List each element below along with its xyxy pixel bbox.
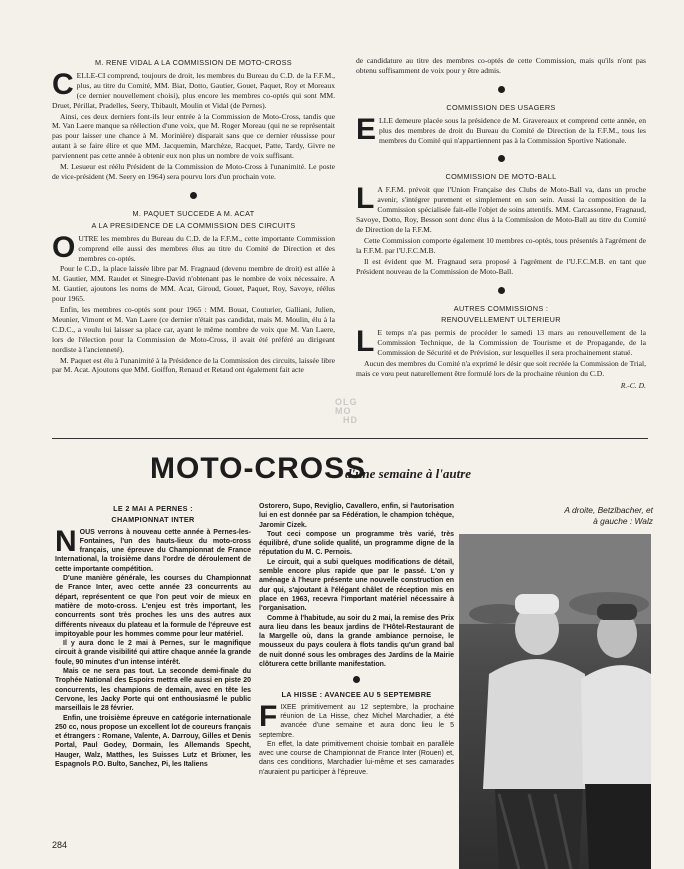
riders-photo-image	[459, 534, 651, 869]
paragraph: LLE demeure placée sous la présidence de M. Gravereaux et comprend cette année, en plus des membres de droit du Bureau du Comité de Direction de la F.F.M., tous les membres du Comité qui n'appartiennent pas à la Commission Sportive Nationale.	[379, 115, 646, 145]
paragraph: UTRE les membres du Bureau du C.D. de la F.F.M., cette importante Commission comprend elle aussi des membres élus au titre du Comité de Direction et des membres co-optés.	[78, 233, 335, 263]
bullet-separator	[498, 86, 505, 93]
column-lower-b	[259, 502, 454, 777]
section-heading: LA HISSE : AVANCEE AU 5 SEPTEMBRE	[281, 690, 432, 700]
paragraph: Enfin, une troisième épreuve en catégorie internationale 250 cc, nous propose un excellent lot de coureurs français et étrangers : Romane, Valente, A. Darrouy, Gilles et Denis Portal, Paul Godey, Dormain, les Allemands Specht, Hauger, Walz, Matthes, les Suisses Lutz et Brixner, les Espagnols P.O. Bulto, Sanchez, Pi, les Italiens	[55, 714, 251, 769]
bullet-separator	[498, 155, 505, 162]
drop-cap: L	[356, 182, 375, 216]
paragraph: Pour le C.D., la place laissée libre par M. Fragnaud (devenu membre de droit) est allée à M. Gautier, MM. Raudet et Sinegre-David n'obtenant pas le nombre de voix nécessaire. A M. Gautier, ajoutons les noms de MM. Acat, Giroud, Gouet, Paquet, Roy, Savoye, réélus pour 1965.	[52, 264, 335, 304]
drop-cap: L	[356, 325, 375, 359]
paragraph: ELLE-CI comprend, toujours de droit, les membres du Bureau du C.D. de la F.F.M., plus, au titre du Comité, MM. Biat, Dotto, Gautier, Gouet, Paquet, Roy et Moreaux (ce dernier nouvellement choisi), plus encore les membres co-optés qui sont MM. Druet, Périllat, Pradelles, Seery, Thibault, Moulin et Vidal (de Pernes).	[52, 70, 335, 110]
section-heading: AUTRES COMMISSIONS :	[453, 303, 549, 313]
paragraph: Tout ceci compose un programme très varié, très équilibré, d'une solide qualité, un programme digne de la réputation du M. C. Pernois.	[259, 530, 454, 557]
drop-cap: O	[52, 230, 76, 264]
signature: R.-C. D.	[620, 380, 646, 390]
section-heading: COMMISSION DE MOTO-BALL	[445, 172, 557, 182]
paragraph: Le circuit, qui a subi quelques modifications de détail, semble encore plus rapide que par le passé. L'on y aménage à l'heure présente une nouvelle construction en dur qui, s'ajoutant à l'élégant châlet de réception mis en place en 1963, recevra l'important matériel nécessaire à l'organisation.	[259, 558, 454, 613]
watermark-line: OLG	[335, 397, 358, 407]
photo-caption	[463, 505, 653, 527]
paragraph: M. Paquet est élu à l'unanimité à la Présidence de la Commission des circuits, laissée libre par M. Acat. Ajoutons que MM. Goiffon, Renaud et Retaud ont également fait acte	[52, 355, 335, 375]
paragraph: M. Lesueur est réélu Président de la Commission de Moto-Cross à l'unanimité. Le poste de vice-président (M. Seery en 1964) sera pourvu lors d'un prochain vote.	[52, 162, 335, 181]
caption-line: à gauche : Walz	[593, 516, 653, 526]
paragraph: IXEE primitivement au 12 septembre, la prochaine réunion de La Hisse, chez Michel Marchadier, a été avancée d'une semaine et aura donc lieu le 5 septembre.	[259, 703, 454, 739]
paragraph: Il y aura donc le 2 mai à Pernes, sur le magnifique circuit à grande visibilité qui attire chaque année la grande foule, 90 minutes d'un intense intérêt.	[55, 640, 251, 666]
section-heading: A LA PRESIDENCE DE LA COMMISSION DES CIRCUITS	[91, 220, 296, 230]
drop-cap: F	[259, 699, 278, 733]
paragraph: E temps n'a pas permis de procéder le samedi 13 mars au renouvellement de la Commission Technique, de la Commission de Tourisme et de Propagande, de la Commission de Sécurité et de Prévision, sur lesquelles il sera prochainement statué.	[377, 328, 646, 358]
paragraph: D'une manière générale, les courses du Championnat de France Inter, avec cette année 23 concurrents au départ, représentent ce que l'on peut voir de mieux en matière de moto-cross. L'enjeu est très important, les concurrents sont très proches les uns des autres aux différents niveaux du plateau et la formule de l'épreuve est impitoyable pour les hommes comme pour leur matériel.	[55, 575, 251, 638]
watermark-line: HD	[343, 415, 358, 425]
paragraph: Enfin, les membres co-optés sont pour 1965 : MM. Bouat, Couturier, Galliani, Julien, Meunier, Vimont et M. Van Laere (ce dernier n'était pas candidat, mais M. Moulin, élu à la C.D.C., a voulu lui laisser sa place car, ayant le même nombre de voix que M. Van Laere, lors de l'élection pour la Commission de Moto-Cross, il avait été préféré au dirigeant nordiste à l'ancienneté).	[52, 305, 335, 354]
feature-subtitle: d'une semaine à l'autre	[345, 466, 472, 481]
drop-cap: C	[52, 67, 74, 101]
watermark	[335, 398, 358, 425]
drop-cap: E	[356, 112, 377, 146]
drop-cap: N	[55, 524, 77, 558]
paragraph: Ostorero, Supo, Reviglio, Cavallero, enfin, si l'autorisation lui en est donnée par sa Fédération, le champion tchèque, Jaromir Cizek.	[259, 503, 454, 529]
paragraph: Comme à l'habitude, au soir du 2 mai, la remise des Prix aura lieu dans les beaux jardins de l'Hôtel-Restaurant de la Margelle où, dans la grande ambiance pernoise, le mousseux du pays coulera à flots tandis qu'un grand bal de nuit donné sous les ombrages des Jardins de la Mairie clôturera cette brillante manifestation.	[259, 614, 454, 669]
watermark-line: MO	[335, 406, 352, 416]
paragraph: de candidature au titre des membres co-optés de cette Commission, mais qu'ils n'ont pas obtenu suffisamment de voix pour y être admis.	[356, 56, 646, 75]
column-left-top	[52, 56, 335, 376]
paragraph: En effet, la date primitivement choisie tombait en parallèle avec une course de Championnat de France Inter (Rouen) et, dans ces conditions, Marchadier lui-même et ses camarades n'auraient pu participer à l'épreuve.	[259, 740, 454, 776]
section-divider	[52, 438, 648, 439]
bullet-separator	[353, 676, 360, 683]
feature-title: MOTO-CROSS	[150, 452, 367, 485]
paragraph: Il est évident que M. Fragnaud sera proposé à l'agrément de l'U.F.C.M.B. en tant que Président nouveau de la Commission de Moto-Ball.	[356, 256, 646, 276]
paragraph: Ainsi, ces deux derniers font-ils leur entrée à la Commission de Moto-Cross, tandis que M. Van Laere manque sa réélection d'une voix, que M. Roger Moreau (qui ne se représentait pas pour laisser une chance à M. Morinière) disparait sans que ce dernier réussisse pour autant à se faire élire et que MM. Jacquemin, Marchèze, Racquet, Patte, Tardy, Givre ne parviennent pas cette année à obtenir eux non plus un nombre de voix suffisant.	[52, 111, 335, 161]
paragraph: Mais ce ne sera pas tout. La seconde demi-finale du Trophée National des Espoirs mettra elle aussi en piste 20 concurrents, les champions de demain, avec en tête les Cervone, les Jacky Porte qui ont enthousiasmé le public marseillais le 28 février.	[55, 668, 251, 713]
section-heading: M. RENE VIDAL A LA COMMISSION DE MOTO-CROSS	[95, 58, 292, 67]
paragraph: Aucun des membres du Comité n'a exprimé le désir que soit recréée la Commission de Trial, mais ce vœu peut naturellement être formulé lors de la prochaine réunion du C.D.	[356, 359, 646, 378]
paragraph: A F.F.M. prévoit que l'Union Française des Clubs de Moto-Ball va, dans un proche avenir, s'intégrer purement et simplement en son sein. Aussi la composition de la Commission spécialisée fait-elle l'objet de soins attentifs. MM. Carcassonne, Fragnaud, Savoye, Dotto, Roy, Besson sont donc élus à la Commission de Moto-Ball au titre du Comité de Direction de la F.F.M.	[356, 185, 646, 234]
column-right-top	[356, 56, 646, 391]
caption-line: A droite, Betzlbacher, et	[564, 505, 653, 515]
bullet-separator	[190, 192, 197, 199]
paragraph: Cette Commission comporte également 10 membres co-optés, tous présentés à l'agrément de la F.F.M. par l'U.F.C.M.B.	[356, 235, 646, 255]
column-lower-a	[55, 502, 251, 769]
page-number: 284	[52, 840, 68, 850]
section-heading: LE 2 MAI A PERNES :	[113, 504, 193, 513]
riders-photo	[459, 534, 651, 869]
section-heading: RENOUVELLEMENT ULTERIEUR	[441, 315, 561, 325]
section-heading: CHAMPIONNAT INTER	[111, 515, 195, 525]
paragraph: OUS verrons à nouveau cette année à Pernes-les-Fontaines, l'un des hauts-lieux du moto-cross français, une épreuve du Championnat de France International, la troisième dans l'ordre de déroulement de cette importante compétition.	[55, 528, 251, 573]
section-heading: M. PAQUET SUCCEDE A M. ACAT	[132, 208, 255, 218]
section-heading: COMMISSION DES USAGERS	[446, 102, 556, 112]
bullet-separator	[498, 287, 505, 294]
